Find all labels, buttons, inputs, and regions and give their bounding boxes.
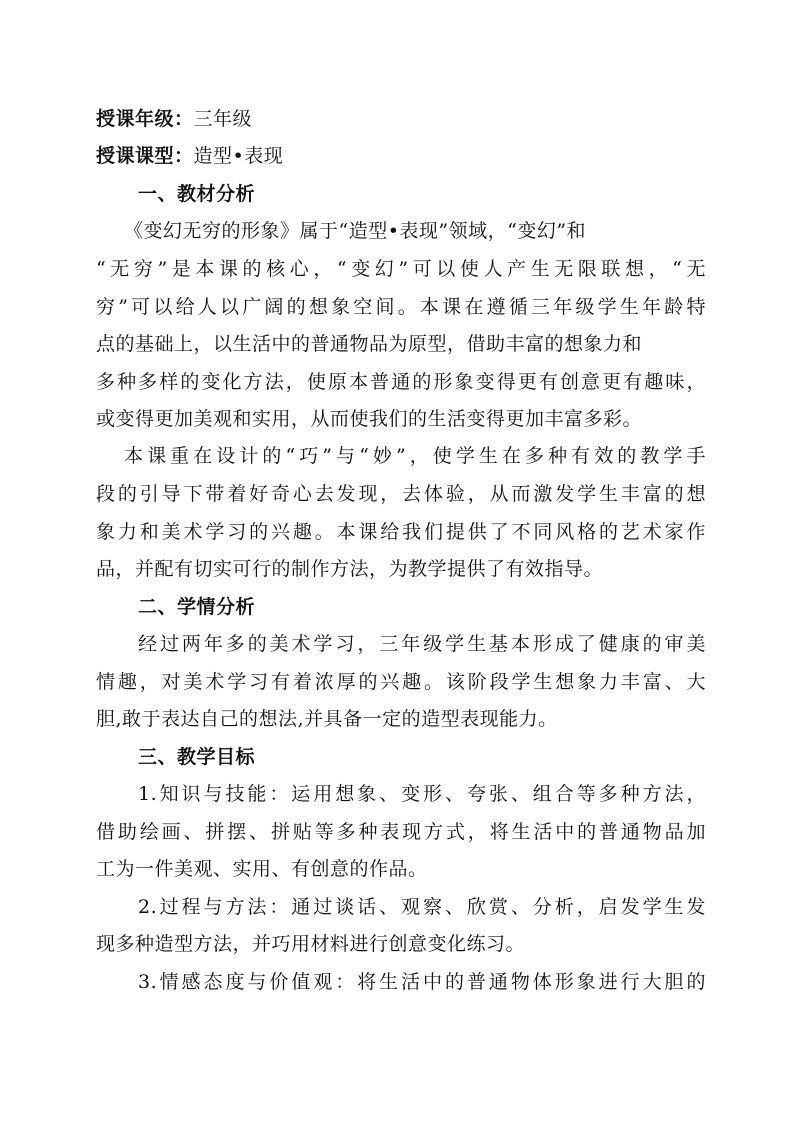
grade-label: 授课年级： (96, 108, 194, 130)
goal-line: 借助绘画、拼摆、拼贴等多种表现方式，将生活中的普通物品加 (96, 821, 706, 843)
goal-line: 3.情感态度与价值观：将生活中的普通物体形象进行大胆的 (138, 971, 706, 993)
goal-line: 工为一件美观、实用、有创意的作品。 (96, 858, 428, 880)
paragraph-line: 象力和美术学习的兴趣。本课给我们提供了不同风格的艺术家作 (96, 521, 706, 543)
paragraph-line: 经过两年多的美术学习，三年级学生基本形成了健康的审美 (138, 633, 706, 655)
section-heading-teaching-goals: 三、教学目标 (138, 746, 256, 768)
paragraph-line: 品，并配有切实可行的制作方法，为教学提供了有效指导。 (96, 558, 604, 580)
grade-line (96, 107, 706, 131)
paragraph-line: 点的基础上，以生活中的普通物品为原型，借助丰富的想象力和 (96, 333, 643, 355)
paragraph-line: 本课重在设计的“巧”与“妙”，使学生在多种有效的教学手 (124, 445, 706, 467)
goal-line: 1.知识与技能：运用想象、变形、夸张、组合等多种方法， (138, 783, 706, 805)
paragraph-line: 穷”可以给人以广阔的想象空间。本课在遵循三年级学生年龄特 (96, 296, 706, 318)
section-heading-textbook-analysis: 一、教材分析 (138, 183, 256, 205)
lesson-type-line (96, 144, 706, 168)
paragraph-line: 多种多样的变化方法，使原本普通的形象变得更有创意更有趣味， (96, 371, 706, 393)
section-heading-student-analysis: 二、学情分析 (138, 596, 256, 618)
paragraph-line: 情趣，对美术学习有着浓厚的兴趣。该阶段学生想象力丰富、大 (96, 671, 706, 693)
paragraph-line: “无穷”是本课的核心，“变幻”可以使人产生无限联想，“无 (96, 258, 706, 280)
paragraph-line: 段的引导下带着好奇心去发现，去体验，从而激发学生丰富的想 (96, 483, 706, 505)
lesson-type-label: 授课课型： (96, 145, 194, 167)
paragraph-line: 或变得更加美观和实用，从而使我们的生活变得更加丰富多彩。 (96, 408, 643, 430)
paragraph-line: 胆,敢于表达自己的想法,并具备一定的造型表现能力。 (96, 708, 558, 730)
grade-value: 三年级 (193, 108, 253, 130)
goal-line: 现多种造型方法，并巧用材料进行创意变化练习。 (96, 933, 526, 955)
lesson-type-value: 造型•表现 (193, 145, 284, 167)
goal-line: 2.过程与方法：通过谈话、观察、欣赏、分析，启发学生发 (138, 896, 706, 918)
paragraph-line: 《变幻无穷的形象》属于“造型•表现”领域，“变幻”和 (124, 220, 587, 242)
